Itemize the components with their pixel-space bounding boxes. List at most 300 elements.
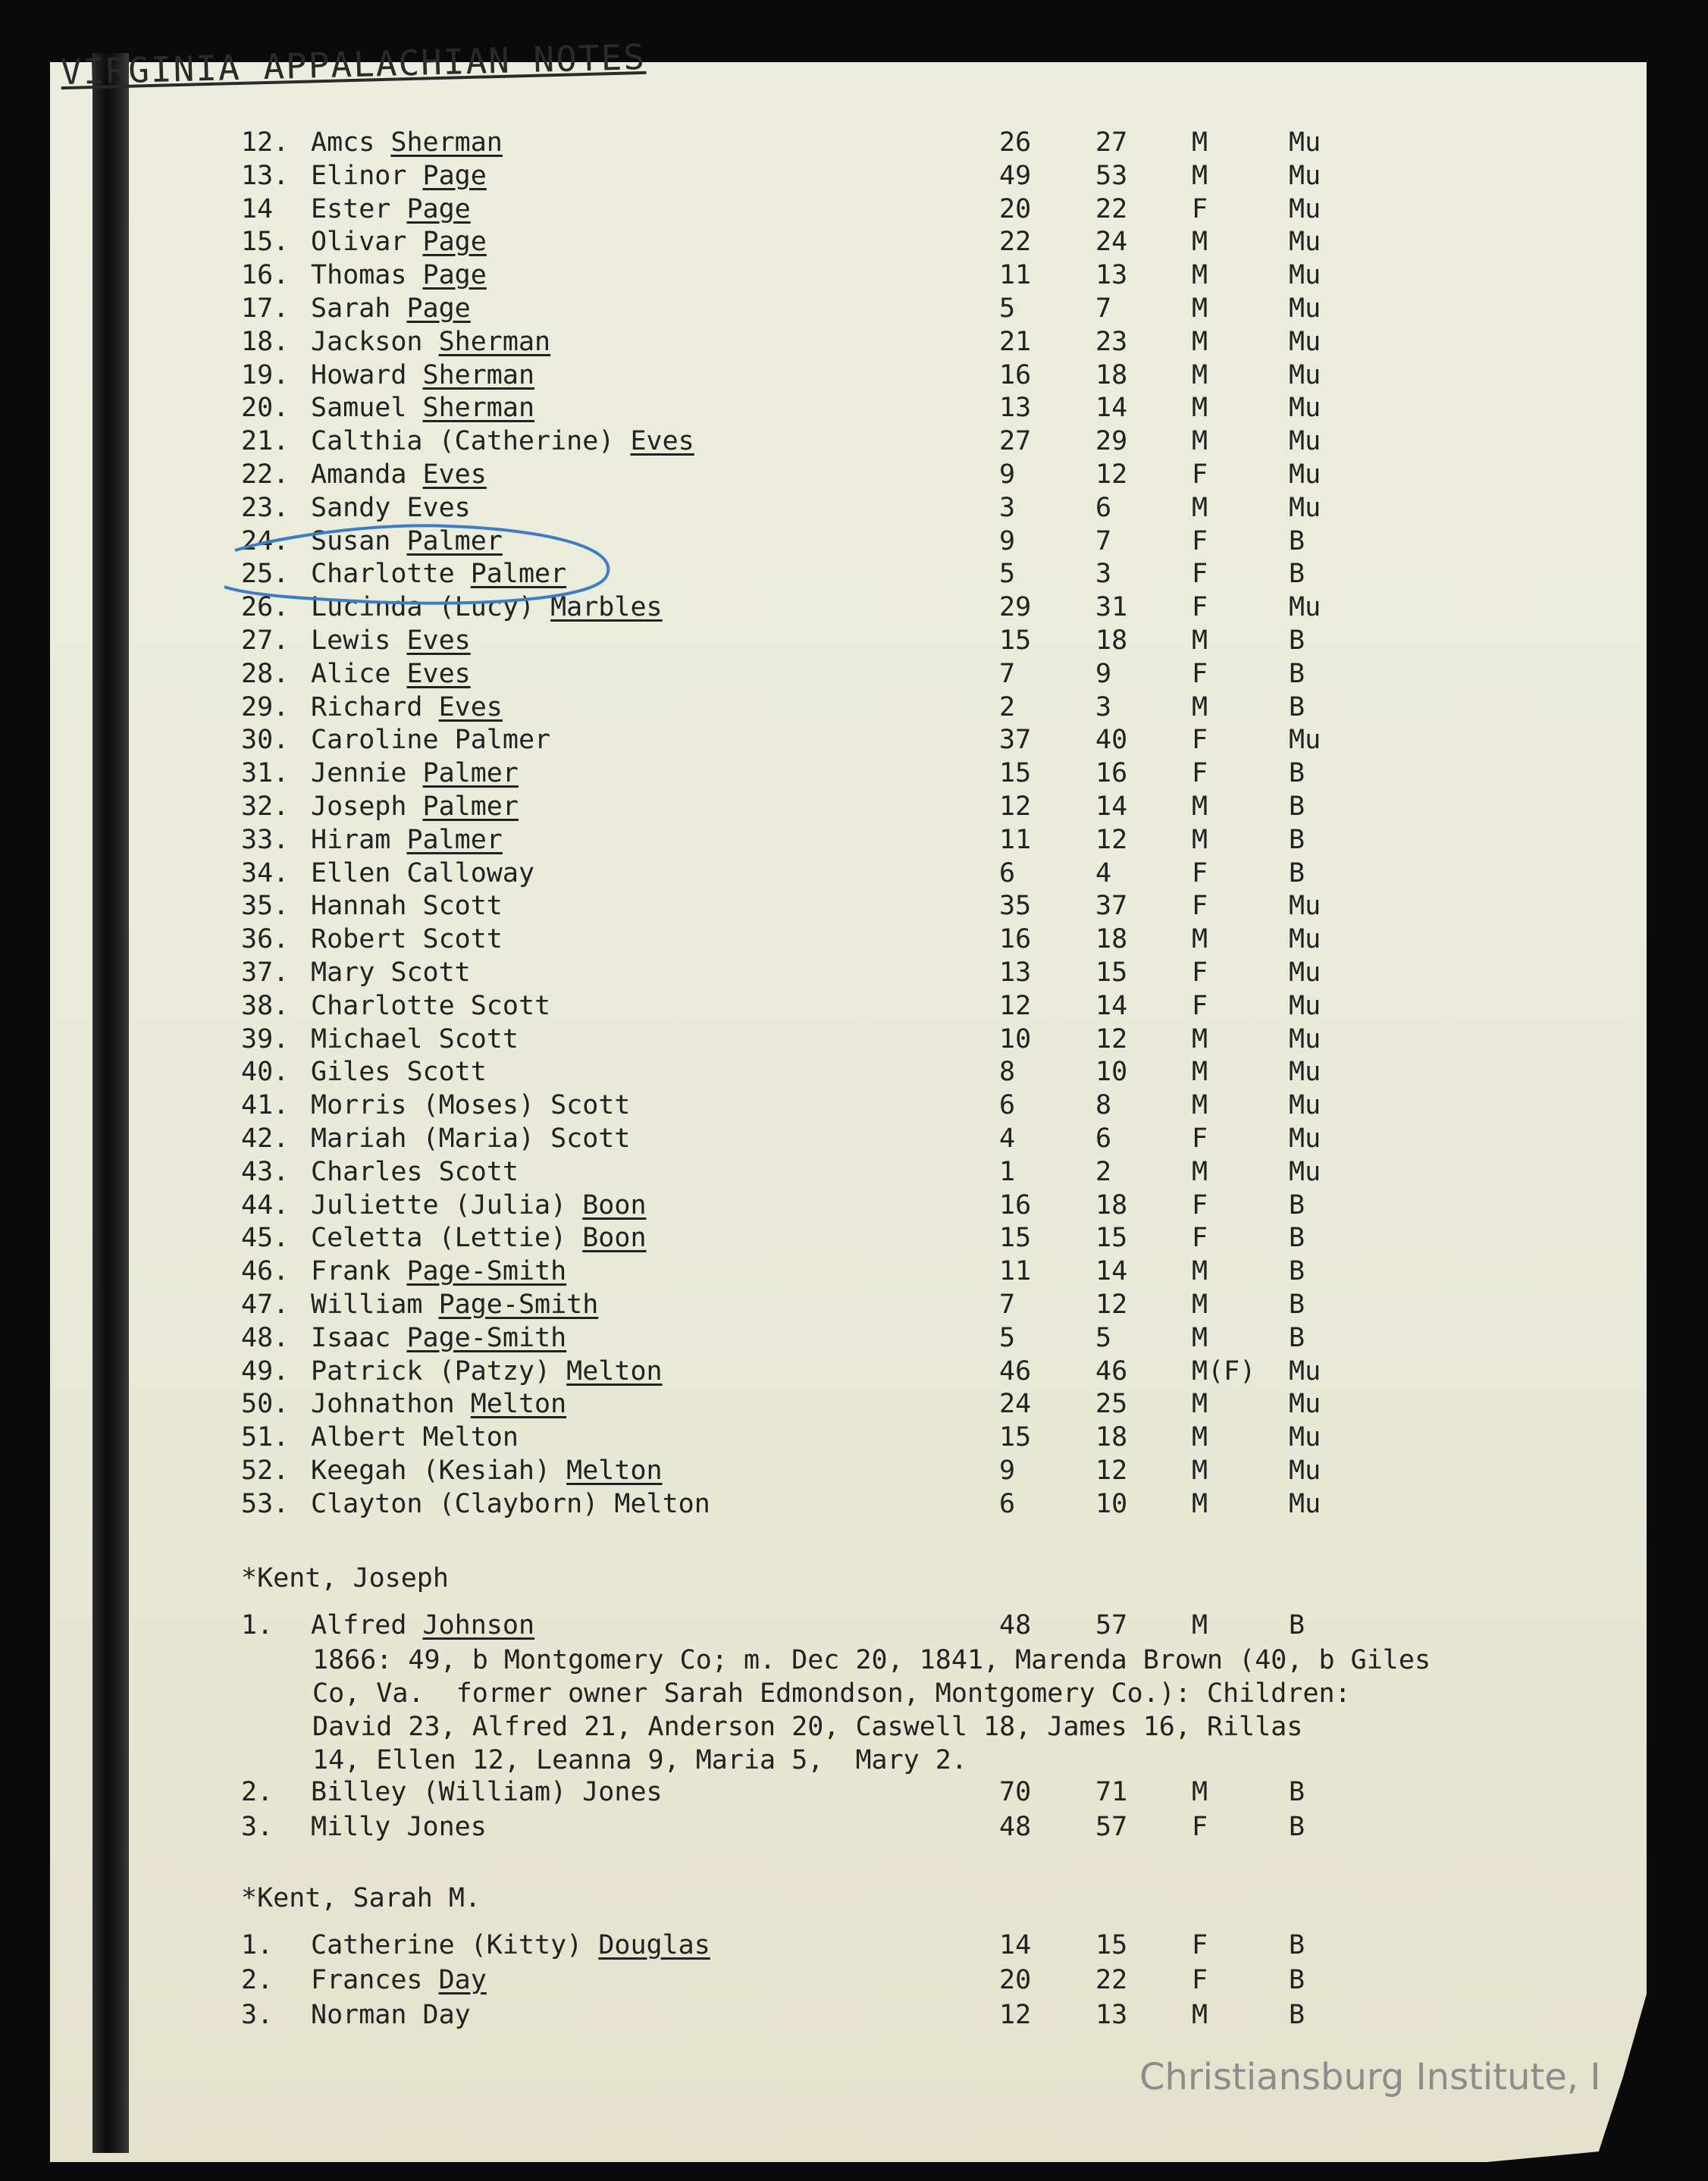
table-row: [0, 891, 1708, 924]
entry-name: [311, 991, 550, 1021]
entry-name: [311, 1965, 487, 1995]
entry-classification: B: [1289, 559, 1305, 590]
entry-surname: Sherman: [422, 393, 535, 424]
entry-classification: Mu: [1289, 891, 1321, 922]
table-row: [0, 692, 1708, 725]
entry-age-1866: 18: [1095, 1422, 1128, 1453]
entry-age-1860: 20: [999, 1965, 1032, 1995]
table-row: [0, 393, 1708, 426]
entry-given-name: Charles: [311, 1156, 423, 1187]
entry-age-1860: 5: [999, 1322, 1016, 1353]
entry-number: 16.: [241, 260, 290, 291]
entry-age-1866: 12: [1095, 1456, 1128, 1486]
entry-classification: Mu: [1289, 492, 1321, 523]
entry-given-name: Thomas: [311, 260, 407, 291]
entry-given-name: Joseph: [311, 791, 407, 822]
entry-surname: Page-Smith: [406, 1322, 567, 1353]
table-row: [0, 924, 1708, 957]
entry-age-1866: 71: [1095, 1777, 1128, 1807]
table-row: [0, 161, 1708, 194]
entry-sex: M(F): [1192, 1355, 1256, 1387]
entry-classification: B: [1289, 1930, 1305, 1960]
entry-age-1866: 40: [1095, 725, 1128, 756]
entry-surname: Page: [422, 260, 487, 291]
table-row: [0, 1024, 1708, 1058]
entry-classification: Mu: [1289, 1090, 1321, 1121]
entry-given-name: Howard: [311, 359, 407, 390]
entry-classification: B: [1289, 691, 1305, 722]
table-row: [0, 1489, 1708, 1522]
entry-given-name: Charlotte: [311, 559, 455, 590]
entry-surname: Page-Smith: [406, 1256, 567, 1287]
table-row: [0, 1456, 1708, 1489]
entry-number: 19.: [241, 359, 290, 390]
table-row: [0, 459, 1708, 493]
entry-age-1866: 16: [1095, 758, 1128, 789]
entry-sex: M: [1192, 691, 1208, 722]
entry-number: 2.: [241, 1965, 274, 1995]
entry-age-1860: 8: [999, 1057, 1016, 1088]
page-header-title: VIRGINIA APPALACHIAN NOTES: [60, 36, 647, 93]
entry-age-1860: 46: [999, 1355, 1032, 1387]
entry-surname: Eves: [406, 658, 471, 689]
entry-age-1860: 49: [999, 160, 1032, 191]
entry-age-1860: 16: [999, 924, 1032, 955]
entry-number: 14: [241, 193, 274, 224]
entry-given-name: Billey (William): [311, 1777, 567, 1807]
entry-number: 1.: [241, 1930, 274, 1960]
blue-ink-circle-mark: [220, 523, 614, 606]
entry-surname: Scott: [438, 1023, 519, 1054]
entry-name: [311, 758, 519, 788]
entry-sex: M: [1192, 293, 1208, 324]
entry-age-1866: 14: [1095, 990, 1128, 1021]
entry-name: [311, 858, 534, 888]
entry-classification: B: [1289, 1610, 1305, 1640]
entry-age-1866: 12: [1095, 1289, 1128, 1320]
entry-surname: Palmer: [422, 758, 519, 789]
entry-age-1866: 10: [1095, 1057, 1128, 1088]
table-row: [0, 1289, 1708, 1323]
watermark: Christiansburg Institute, I: [1139, 2056, 1601, 2098]
entry-sex: M: [1192, 1488, 1208, 1519]
entry-classification: Mu: [1289, 1156, 1321, 1187]
entry-number: 17.: [241, 293, 290, 324]
entry-sex: F: [1192, 725, 1208, 756]
entry-given-name: Jennie: [311, 758, 407, 789]
entry-age-1866: 27: [1095, 127, 1128, 158]
entry-sex: F: [1192, 1189, 1208, 1221]
entry-age-1866: 53: [1095, 160, 1128, 191]
entry-number: 24.: [241, 525, 290, 556]
note-line: David 23, Alfred 21, Anderson 20, Caswell 18, James 16, Rillas: [312, 1712, 1303, 1742]
entry-age-1860: 9: [999, 459, 1016, 490]
entry-age-1860: 9: [999, 525, 1016, 556]
entry-age-1860: 2: [999, 691, 1016, 722]
entry-sex: M: [1192, 1456, 1208, 1486]
entry-number: 53.: [241, 1488, 290, 1519]
entry-surname: Scott: [550, 1123, 631, 1154]
entry-number: 29.: [241, 691, 290, 722]
entry-sex: M: [1192, 824, 1208, 855]
entry-surname: Scott: [422, 924, 503, 955]
entry-surname: Scott: [550, 1090, 631, 1121]
entry-age-1866: 18: [1095, 625, 1128, 656]
entry-surname: Eves: [422, 459, 487, 490]
entry-classification: B: [1289, 2000, 1305, 2030]
entry-name: [311, 924, 503, 954]
entry-number: 49.: [241, 1355, 290, 1387]
entry-age-1866: 7: [1095, 525, 1112, 556]
note-line: Co, Va. former owner Sarah Edmondson, Montgomery Co.): Children:: [312, 1678, 1351, 1709]
entry-age-1860: 48: [999, 1610, 1032, 1640]
entry-name: [311, 1930, 710, 1960]
entry-name: [311, 791, 519, 822]
entry-given-name: Celetta (Lettie): [311, 1223, 567, 1254]
table-row: [0, 493, 1708, 526]
entry-age-1860: 6: [999, 1090, 1016, 1121]
entry-number: 23.: [241, 492, 290, 523]
entry-surname: Palmer: [406, 824, 503, 855]
entry-age-1866: 12: [1095, 459, 1128, 490]
entry-classification: B: [1289, 1189, 1305, 1221]
entry-sex: F: [1192, 891, 1208, 922]
entry-given-name: Lucinda (Lucy): [311, 592, 535, 623]
entry-classification: Mu: [1289, 127, 1321, 158]
entry-age-1866: 7: [1095, 293, 1112, 324]
entry-sex: M: [1192, 127, 1208, 158]
entry-classification: Mu: [1289, 1057, 1321, 1088]
table-row: [0, 1777, 1708, 1810]
table-row: [0, 194, 1708, 227]
entry-surname: Day: [422, 2000, 471, 2030]
entry-sex: M: [1192, 426, 1208, 457]
table-row: [0, 327, 1708, 360]
entry-name: [311, 127, 503, 158]
entry-name: [311, 1190, 647, 1221]
entry-sex: F: [1192, 758, 1208, 789]
entry-classification: Mu: [1289, 359, 1321, 390]
entry-sex: M: [1192, 1023, 1208, 1054]
entry-age-1866: 3: [1095, 559, 1112, 590]
entry-surname: Johnson: [422, 1610, 535, 1640]
entry-age-1866: 2: [1095, 1156, 1112, 1187]
entry-sex: M: [1192, 625, 1208, 656]
entry-surname: Melton: [614, 1488, 710, 1519]
entry-name: [311, 659, 471, 689]
entry-age-1866: 18: [1095, 1189, 1128, 1221]
entry-age-1860: 15: [999, 758, 1032, 789]
entry-age-1860: 35: [999, 891, 1032, 922]
entry-given-name: Johnathon: [311, 1389, 455, 1420]
census-note: [312, 1644, 1495, 1777]
entry-age-1866: 6: [1095, 1123, 1112, 1154]
entry-given-name: Alice: [311, 658, 391, 689]
entry-age-1866: 4: [1095, 857, 1112, 888]
entry-age-1860: 13: [999, 957, 1032, 988]
entry-sex: M: [1192, 1289, 1208, 1320]
entry-number: 35.: [241, 891, 290, 922]
entry-number: 43.: [241, 1156, 290, 1187]
entry-surname: Eves: [406, 492, 471, 523]
entry-classification: Mu: [1289, 1355, 1321, 1387]
entry-sex: F: [1192, 857, 1208, 888]
entry-name: [311, 725, 550, 755]
entry-age-1860: 16: [999, 1189, 1032, 1221]
entry-surname: Palmer: [454, 725, 551, 756]
entry-name: [311, 891, 503, 921]
entry-given-name: Catherine (Kitty): [311, 1930, 583, 1960]
entry-given-name: Mary: [311, 957, 375, 988]
entry-given-name: Mariah (Maria): [311, 1123, 535, 1154]
entry-surname: Page: [422, 160, 487, 191]
entry-sex: M: [1192, 359, 1208, 390]
entry-classification: Mu: [1289, 293, 1321, 324]
entry-number: 36.: [241, 924, 290, 955]
entry-sex: F: [1192, 459, 1208, 490]
entry-name: [311, 825, 503, 855]
entry-sex: M: [1192, 1322, 1208, 1353]
entry-number: 2.: [241, 1777, 274, 1807]
entry-name: [311, 1223, 647, 1253]
entry-given-name: Keegah (Kesiah): [311, 1456, 551, 1486]
table-row: [0, 1190, 1708, 1224]
entry-age-1866: 14: [1095, 393, 1128, 424]
entry-given-name: Robert: [311, 924, 407, 955]
entry-age-1860: 48: [999, 1812, 1032, 1842]
table-row: [0, 227, 1708, 260]
entry-name: [311, 1610, 534, 1640]
entry-given-name: Calthia (Catherine): [311, 426, 615, 457]
entry-surname: Melton: [566, 1456, 663, 1486]
entry-sex: M: [1192, 1422, 1208, 1453]
entry-surname: Boon: [582, 1223, 647, 1254]
table-row: [0, 360, 1708, 393]
table-row: [0, 1323, 1708, 1356]
entry-surname: Melton: [566, 1355, 663, 1387]
entry-surname: Jones: [406, 1812, 487, 1842]
entry-given-name: Alfred: [311, 1610, 407, 1640]
entry-name: [311, 1289, 598, 1320]
entry-age-1866: 24: [1095, 227, 1128, 258]
entry-sex: M: [1192, 1256, 1208, 1287]
entry-surname: Sherman: [438, 326, 551, 357]
entry-age-1860: 4: [999, 1123, 1016, 1154]
entry-given-name: William: [311, 1289, 423, 1320]
entry-sex: M: [1192, 1389, 1208, 1420]
entry-name: [311, 161, 487, 191]
entry-classification: Mu: [1289, 227, 1321, 258]
entry-number: 48.: [241, 1322, 290, 1353]
entry-age-1860: 11: [999, 1256, 1032, 1287]
table-row: [0, 1422, 1708, 1456]
entry-classification: Mu: [1289, 426, 1321, 457]
entry-classification: Mu: [1289, 725, 1321, 756]
entry-given-name: Juliette (Julia): [311, 1189, 567, 1221]
entry-number: 34.: [241, 857, 290, 888]
entry-age-1860: 7: [999, 658, 1016, 689]
entry-sex: M: [1192, 227, 1208, 258]
table-row: [0, 1356, 1708, 1390]
table-row: [0, 991, 1708, 1024]
entry-given-name: Jackson: [311, 326, 423, 357]
entry-name: [311, 1777, 663, 1807]
entry-classification: Mu: [1289, 326, 1321, 357]
entry-sex: F: [1192, 1223, 1208, 1254]
entry-number: 26.: [241, 592, 290, 623]
entry-name: [311, 1157, 519, 1187]
entry-sex: M: [1192, 1057, 1208, 1088]
entry-sex: M: [1192, 492, 1208, 523]
entry-classification: Mu: [1289, 1488, 1321, 1519]
section-heading-kent-sarah: *Kent, Sarah M.: [241, 1883, 481, 1913]
entry-sex: F: [1192, 525, 1208, 556]
entry-surname: Palmer: [406, 525, 503, 556]
entry-classification: B: [1289, 824, 1305, 855]
entry-given-name: Richard: [311, 691, 423, 722]
note-line: 14, Ellen 12, Leanna 9, Maria 5, Mary 2.: [312, 1745, 967, 1775]
entry-surname: Page: [406, 193, 471, 224]
entry-number: 25.: [241, 559, 290, 590]
entry-sex: F: [1192, 957, 1208, 988]
entry-sex: F: [1192, 658, 1208, 689]
entry-age-1866: 13: [1095, 260, 1128, 291]
entry-sex: F: [1192, 1965, 1208, 1995]
entry-sex: F: [1192, 990, 1208, 1021]
table-row: [0, 791, 1708, 825]
entry-age-1866: 6: [1095, 492, 1112, 523]
entry-classification: Mu: [1289, 1023, 1321, 1054]
entry-name: [311, 459, 487, 490]
table-row: [0, 1123, 1708, 1157]
entry-age-1860: 22: [999, 227, 1032, 258]
entry-age-1866: 13: [1095, 2000, 1128, 2030]
table-row: [0, 260, 1708, 293]
entry-age-1866: 3: [1095, 691, 1112, 722]
table-row: [0, 1256, 1708, 1289]
entry-classification: Mu: [1289, 393, 1321, 424]
table-row: [0, 659, 1708, 692]
entry-number: 50.: [241, 1389, 290, 1420]
table-row: [0, 1930, 1708, 1963]
entry-number: 3.: [241, 2000, 274, 2030]
entry-age-1866: 18: [1095, 359, 1128, 390]
entry-given-name: Sarah: [311, 293, 391, 324]
entry-name: [311, 1057, 487, 1087]
entry-age-1866: 46: [1095, 1355, 1128, 1387]
entry-surname: Marbles: [550, 592, 663, 623]
entry-age-1866: 37: [1095, 891, 1128, 922]
entry-given-name: Morris (Moses): [311, 1090, 535, 1121]
entry-number: 3.: [241, 1812, 274, 1842]
entry-age-1860: 12: [999, 791, 1032, 822]
entry-name: [311, 1024, 519, 1054]
entry-age-1866: 14: [1095, 1256, 1128, 1287]
table-row: [0, 2000, 1708, 2033]
entry-name: [311, 1812, 487, 1842]
table-row: [0, 858, 1708, 892]
entry-sex: M: [1192, 1610, 1208, 1640]
entry-surname: Melton: [470, 1389, 567, 1420]
entry-given-name: Caroline: [311, 725, 439, 756]
entry-name: [311, 2000, 471, 2030]
entry-number: 32.: [241, 791, 290, 822]
entry-age-1866: 15: [1095, 957, 1128, 988]
entry-number: 47.: [241, 1289, 290, 1320]
entry-name: [311, 1489, 710, 1519]
table-row: [0, 825, 1708, 858]
entry-age-1866: 15: [1095, 1930, 1128, 1960]
entry-age-1860: 9: [999, 1456, 1016, 1486]
entry-age-1860: 7: [999, 1289, 1016, 1320]
entry-sex: M: [1192, 1090, 1208, 1121]
entry-age-1866: 12: [1095, 1023, 1128, 1054]
entry-age-1860: 20: [999, 193, 1032, 224]
entry-surname: Eves: [438, 691, 503, 722]
entry-given-name: Frank: [311, 1256, 391, 1287]
entry-name: [311, 1323, 566, 1353]
entry-classification: B: [1289, 658, 1305, 689]
entry-age-1866: 18: [1095, 924, 1128, 955]
entry-given-name: Norman: [311, 2000, 407, 2030]
entry-given-name: Susan: [311, 525, 391, 556]
entry-classification: B: [1289, 791, 1305, 822]
entry-age-1860: 12: [999, 2000, 1032, 2030]
entry-classification: B: [1289, 1322, 1305, 1353]
entry-name: [311, 1456, 663, 1486]
entry-age-1860: 10: [999, 1023, 1032, 1054]
entry-age-1866: 10: [1095, 1488, 1128, 1519]
entry-number: 45.: [241, 1223, 290, 1254]
entry-sex: F: [1192, 1123, 1208, 1154]
entry-classification: Mu: [1289, 1456, 1321, 1486]
entry-age-1860: 13: [999, 393, 1032, 424]
entry-age-1860: 27: [999, 426, 1032, 457]
entry-given-name: Lewis: [311, 625, 391, 656]
entry-given-name: Ellen: [311, 857, 391, 888]
entry-age-1866: 9: [1095, 658, 1112, 689]
entry-surname: Palmer: [422, 791, 519, 822]
entry-age-1866: 8: [1095, 1090, 1112, 1121]
entry-name: [311, 1123, 630, 1154]
entry-age-1860: 26: [999, 127, 1032, 158]
entry-name: [311, 692, 503, 722]
entry-number: 46.: [241, 1256, 290, 1287]
entry-sex: F: [1192, 1930, 1208, 1960]
entry-age-1866: 5: [1095, 1322, 1112, 1353]
entry-age-1860: 14: [999, 1930, 1032, 1960]
entry-classification: Mu: [1289, 1422, 1321, 1453]
entry-number: 38.: [241, 990, 290, 1021]
entry-number: 37.: [241, 957, 290, 988]
entry-age-1866: 22: [1095, 1965, 1128, 1995]
entry-name: [311, 1422, 519, 1452]
entry-given-name: Patrick (Patzy): [311, 1355, 551, 1387]
table-row: [0, 293, 1708, 327]
entry-age-1866: 31: [1095, 592, 1128, 623]
entry-age-1866: 14: [1095, 791, 1128, 822]
entry-name: [311, 1389, 566, 1419]
entry-name: [311, 360, 534, 390]
table-row: [0, 127, 1708, 161]
table-row: [0, 1389, 1708, 1422]
entry-sex: M: [1192, 1156, 1208, 1187]
entry-age-1860: 5: [999, 559, 1016, 590]
entry-given-name: Samuel: [311, 393, 407, 424]
entry-given-name: Albert: [311, 1422, 407, 1453]
entry-sex: M: [1192, 2000, 1208, 2030]
entry-number: 52.: [241, 1456, 290, 1486]
